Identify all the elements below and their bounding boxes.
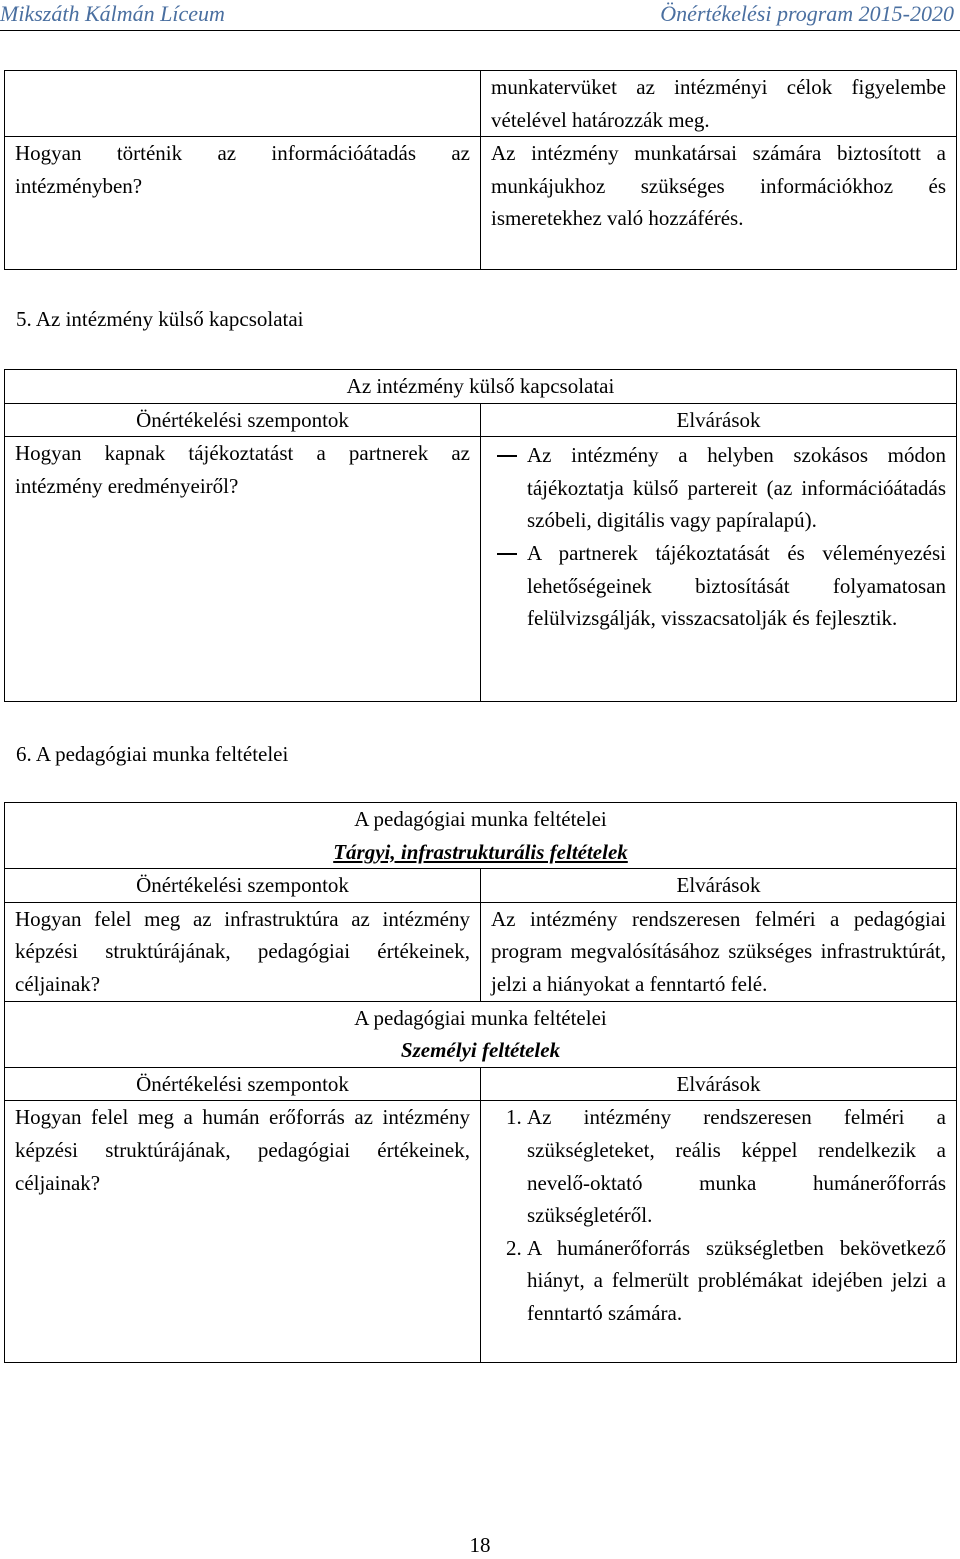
table1-row2-answer: Az intézmény munkatársai számára biztosított a munkájukhoz szükséges információkhoz és ismeretekhez való hozzáférés. — [481, 137, 957, 270]
table6-block2-expectations — [481, 1101, 957, 1363]
table5-question: Hogyan kapnak tájékoztatást a partnerek az intézmény eredményeiről? — [5, 437, 481, 702]
table6-block1-question: Hogyan felel meg az infrastruktúra az intézmény képzési struktúrájának, pedagógiai értékeinek, céljainak? — [5, 902, 481, 1001]
table5-col-expectations: Elvárások — [481, 403, 957, 437]
table6-block2-col-criteria: Önértékelési szempontok — [5, 1067, 481, 1101]
header-school-name: Mikszáth Kálmán Líceum — [0, 1, 225, 26]
table6-block1-header — [5, 803, 957, 869]
table-information-transfer — [4, 70, 957, 270]
table6-block2-title: A pedagógiai munka feltételei — [354, 1005, 607, 1030]
header-program-title: Önértékelési program 2015-2020 — [660, 1, 954, 26]
section5-heading: 5. Az intézmény külső kapcsolatai — [16, 307, 304, 331]
table6-block2-subtitle: Személyi feltételek — [400, 1038, 561, 1063]
table-pedagogical-conditions — [4, 802, 957, 1363]
table6-block1-title: A pedagógiai munka feltételei — [354, 807, 607, 831]
table6-block1-answer: Az intézmény rendszeresen felméri a pedagógiai program megvalósításához szükséges infrastruktúrát, jelzi a hiányokat a fenntartó felé. — [481, 902, 957, 1001]
table6-block1-subtitle: Tárgyi, infrastrukturális feltételek — [333, 839, 628, 864]
section6-heading: 6. A pedagógiai munka feltételei — [16, 742, 289, 766]
page-number: 18 — [469, 1533, 491, 1557]
list-item: 1. Az intézmény rendszeresen felméri a szükségleteket, reális képpel rendelkezik a nevelő-oktató munka humánerőforrás szükségletéről. — [527, 1101, 946, 1231]
table5-col-criteria: Önértékelési szempontok — [5, 403, 481, 437]
table6-block2-question: Hogyan felel meg a humán erőforrás az intézmény képzési struktúrájának, pedagógiai értékeinek, céljainak? — [5, 1101, 481, 1363]
table-external-relations — [4, 369, 957, 702]
table6-block1-col-expectations: Elvárások — [481, 869, 957, 903]
table5-expectations — [481, 437, 957, 702]
table5-expectation-list — [491, 439, 946, 635]
table1-row2-question: Hogyan történik az információátadás az intézményben? — [5, 137, 481, 270]
table1-row1-right: munkatervüket az intézményi célok figyelembe vételével határozzák meg. — [481, 71, 957, 137]
table1-row1-left — [5, 71, 481, 137]
list-item: A partnerek tájékoztatását és véleményezési lehetőségeinek biztosítását folyamatosan felülvizsgálják, visszacsatolják és fejlesztik. — [527, 537, 946, 635]
list-item: Az intézmény a helyben szokásos módon tájékoztatja külső partereit (az információátadás szóbeli, digitális vagy papíralapú). — [527, 439, 946, 537]
table5-title: Az intézmény külső kapcsolatai — [5, 370, 957, 404]
table6-block1-col-criteria: Önértékelési szempontok — [5, 869, 481, 903]
table6-block2-col-expectations: Elvárások — [481, 1067, 957, 1101]
page-header — [0, 0, 960, 31]
table6-block2-header — [5, 1001, 957, 1067]
table6-block2-expectation-list — [491, 1101, 946, 1329]
list-item: 2. A humánerőforrás szükségletben bekövetkező hiányt, a felmerült problémákat idejében jelzi a fenntartó számára. — [527, 1232, 946, 1330]
